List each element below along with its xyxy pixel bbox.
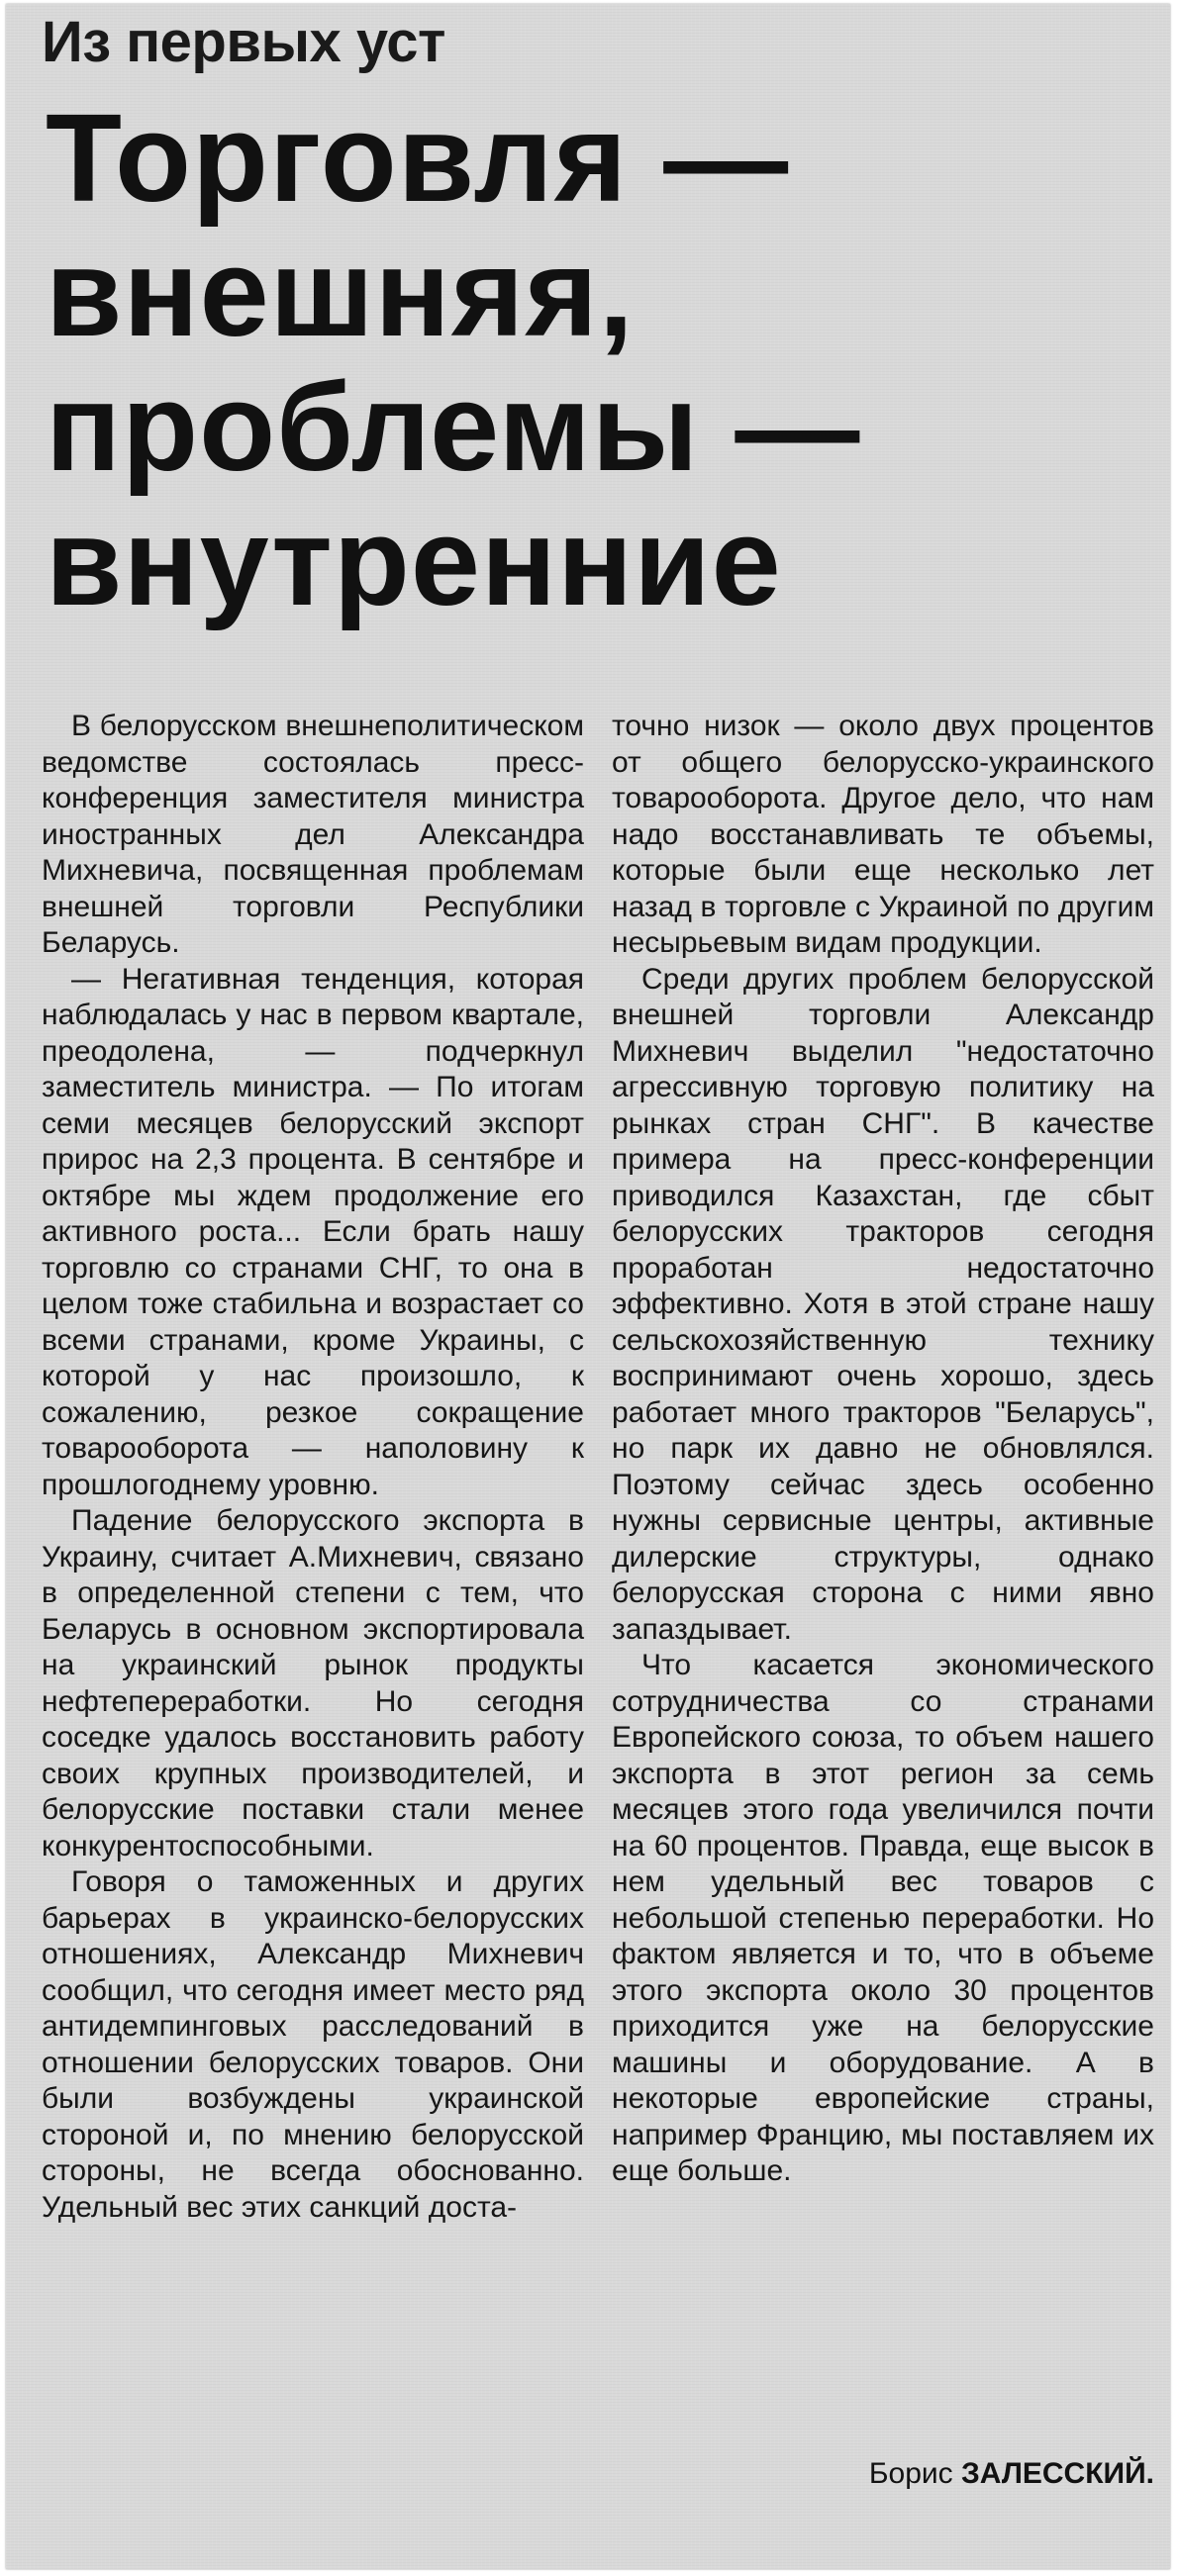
article-paragraph-continuation: точно низок — около двух процентов от общего белорусско-украинского товарооборота. Другое дело, что нам надо восстанавливать те объемы, которые были еще несколько лет назад в торговле с Украиной по другим несырьевым видам продукции. bbox=[612, 710, 1154, 959]
headline-line: внешняя, bbox=[46, 223, 635, 362]
headline-line: внутренние bbox=[46, 492, 782, 631]
article-column-right bbox=[612, 709, 1154, 2190]
rubric-heading: Из первых уст bbox=[42, 10, 445, 74]
newspaper-clipping bbox=[6, 4, 1170, 2569]
author-byline bbox=[612, 2456, 1154, 2492]
article-paragraph: Говоря о таможенных и других барьерах в украинско-белорусских отношениях, Александр Михневич сообщил, что сегодня имеет место ряд антидемпинговых расследований в отношении белорусских товаров. Они были возбуждены украинской стороной и, по мнению белорусской стороны, не всегда обоснованно. Удельный вес этих санкций доста- bbox=[42, 1865, 584, 2224]
article-paragraph: Падение белорусского экспорта в Украину, считает А.Михневич, связано в определенной степени с тем, что Беларусь в основном экспортировала на украинский рынок продукты нефтепереработки. Но сегодня соседке удалось восстановить работу своих крупных производителей, и белорусские поставки стали менее конкурентоспособными. bbox=[42, 1504, 584, 1862]
article-paragraph: Среди других проблем белорусской внешней торговли Александр Михневич выделил "недостаточно агрессивную торговую политику на рынках стран СНГ". В качестве примера на пресс-конференции приводился Казахстан, где сбыт белорусских тракторов сегодня проработан недостаточно эффективно. Хотя в этой стране нашу сельскохозяйственную технику воспринимают очень хорошо, здесь работает много тракторов "Беларусь", но парк их давно не обновлялся. Поэтому сейчас здесь особенно нужны сервисные центры, активные дилерские структуры, однако белорусская сторона с ними явно запаздывает. bbox=[612, 962, 1154, 1646]
article-paragraph: В белорусском внешнеполитическом ведомстве состоялась пресс-конференция заместителя министра иностранных дел Александра Михневича, посвященная проблемам внешней торговли Республики Беларусь. bbox=[42, 710, 584, 959]
article-paragraph: — Негативная тенденция, которая наблюдалась у нас в первом квартале, преодолена, — подчеркнул заместитель министра. — По итогам семи месяцев белорусский экспорт прирос на 2,3 процента. В сентябре и октябре мы ждем продолжение его активного роста... Если брать нашу торговлю со странами СНГ, то она в целом тоже стабильна и возрастает со всеми странами, кроме Украины, с которой у нас произошло, к сожалению, резкое сокращение товарооборота — наполовину к прошлогоднему уровню. bbox=[42, 962, 584, 1501]
article-column-left bbox=[42, 709, 584, 2226]
headline-line: Торговля — bbox=[46, 88, 790, 228]
article-paragraph: Что касается экономического сотрудничества со странами Европейского союза, то объем нашего экспорта в этот регион за семь месяцев этого года увеличился почти на 60 процентов. Правда, еще высок в нем удельный вес товаров с небольшой степенью переработки. Но фактом является и то, что в объеме этого экспорта около 30 процентов приходится уже на белорусские машины и оборудование. А в некоторые европейские страны, например Францию, мы поставляем их еще больше. bbox=[612, 1649, 1154, 2187]
author-last-name: ЗАЛЕССКИЙ. bbox=[961, 2457, 1154, 2490]
article-headline bbox=[46, 88, 1154, 631]
author-first-name: Борис bbox=[868, 2457, 953, 2490]
headline-line: проблемы — bbox=[46, 357, 861, 497]
